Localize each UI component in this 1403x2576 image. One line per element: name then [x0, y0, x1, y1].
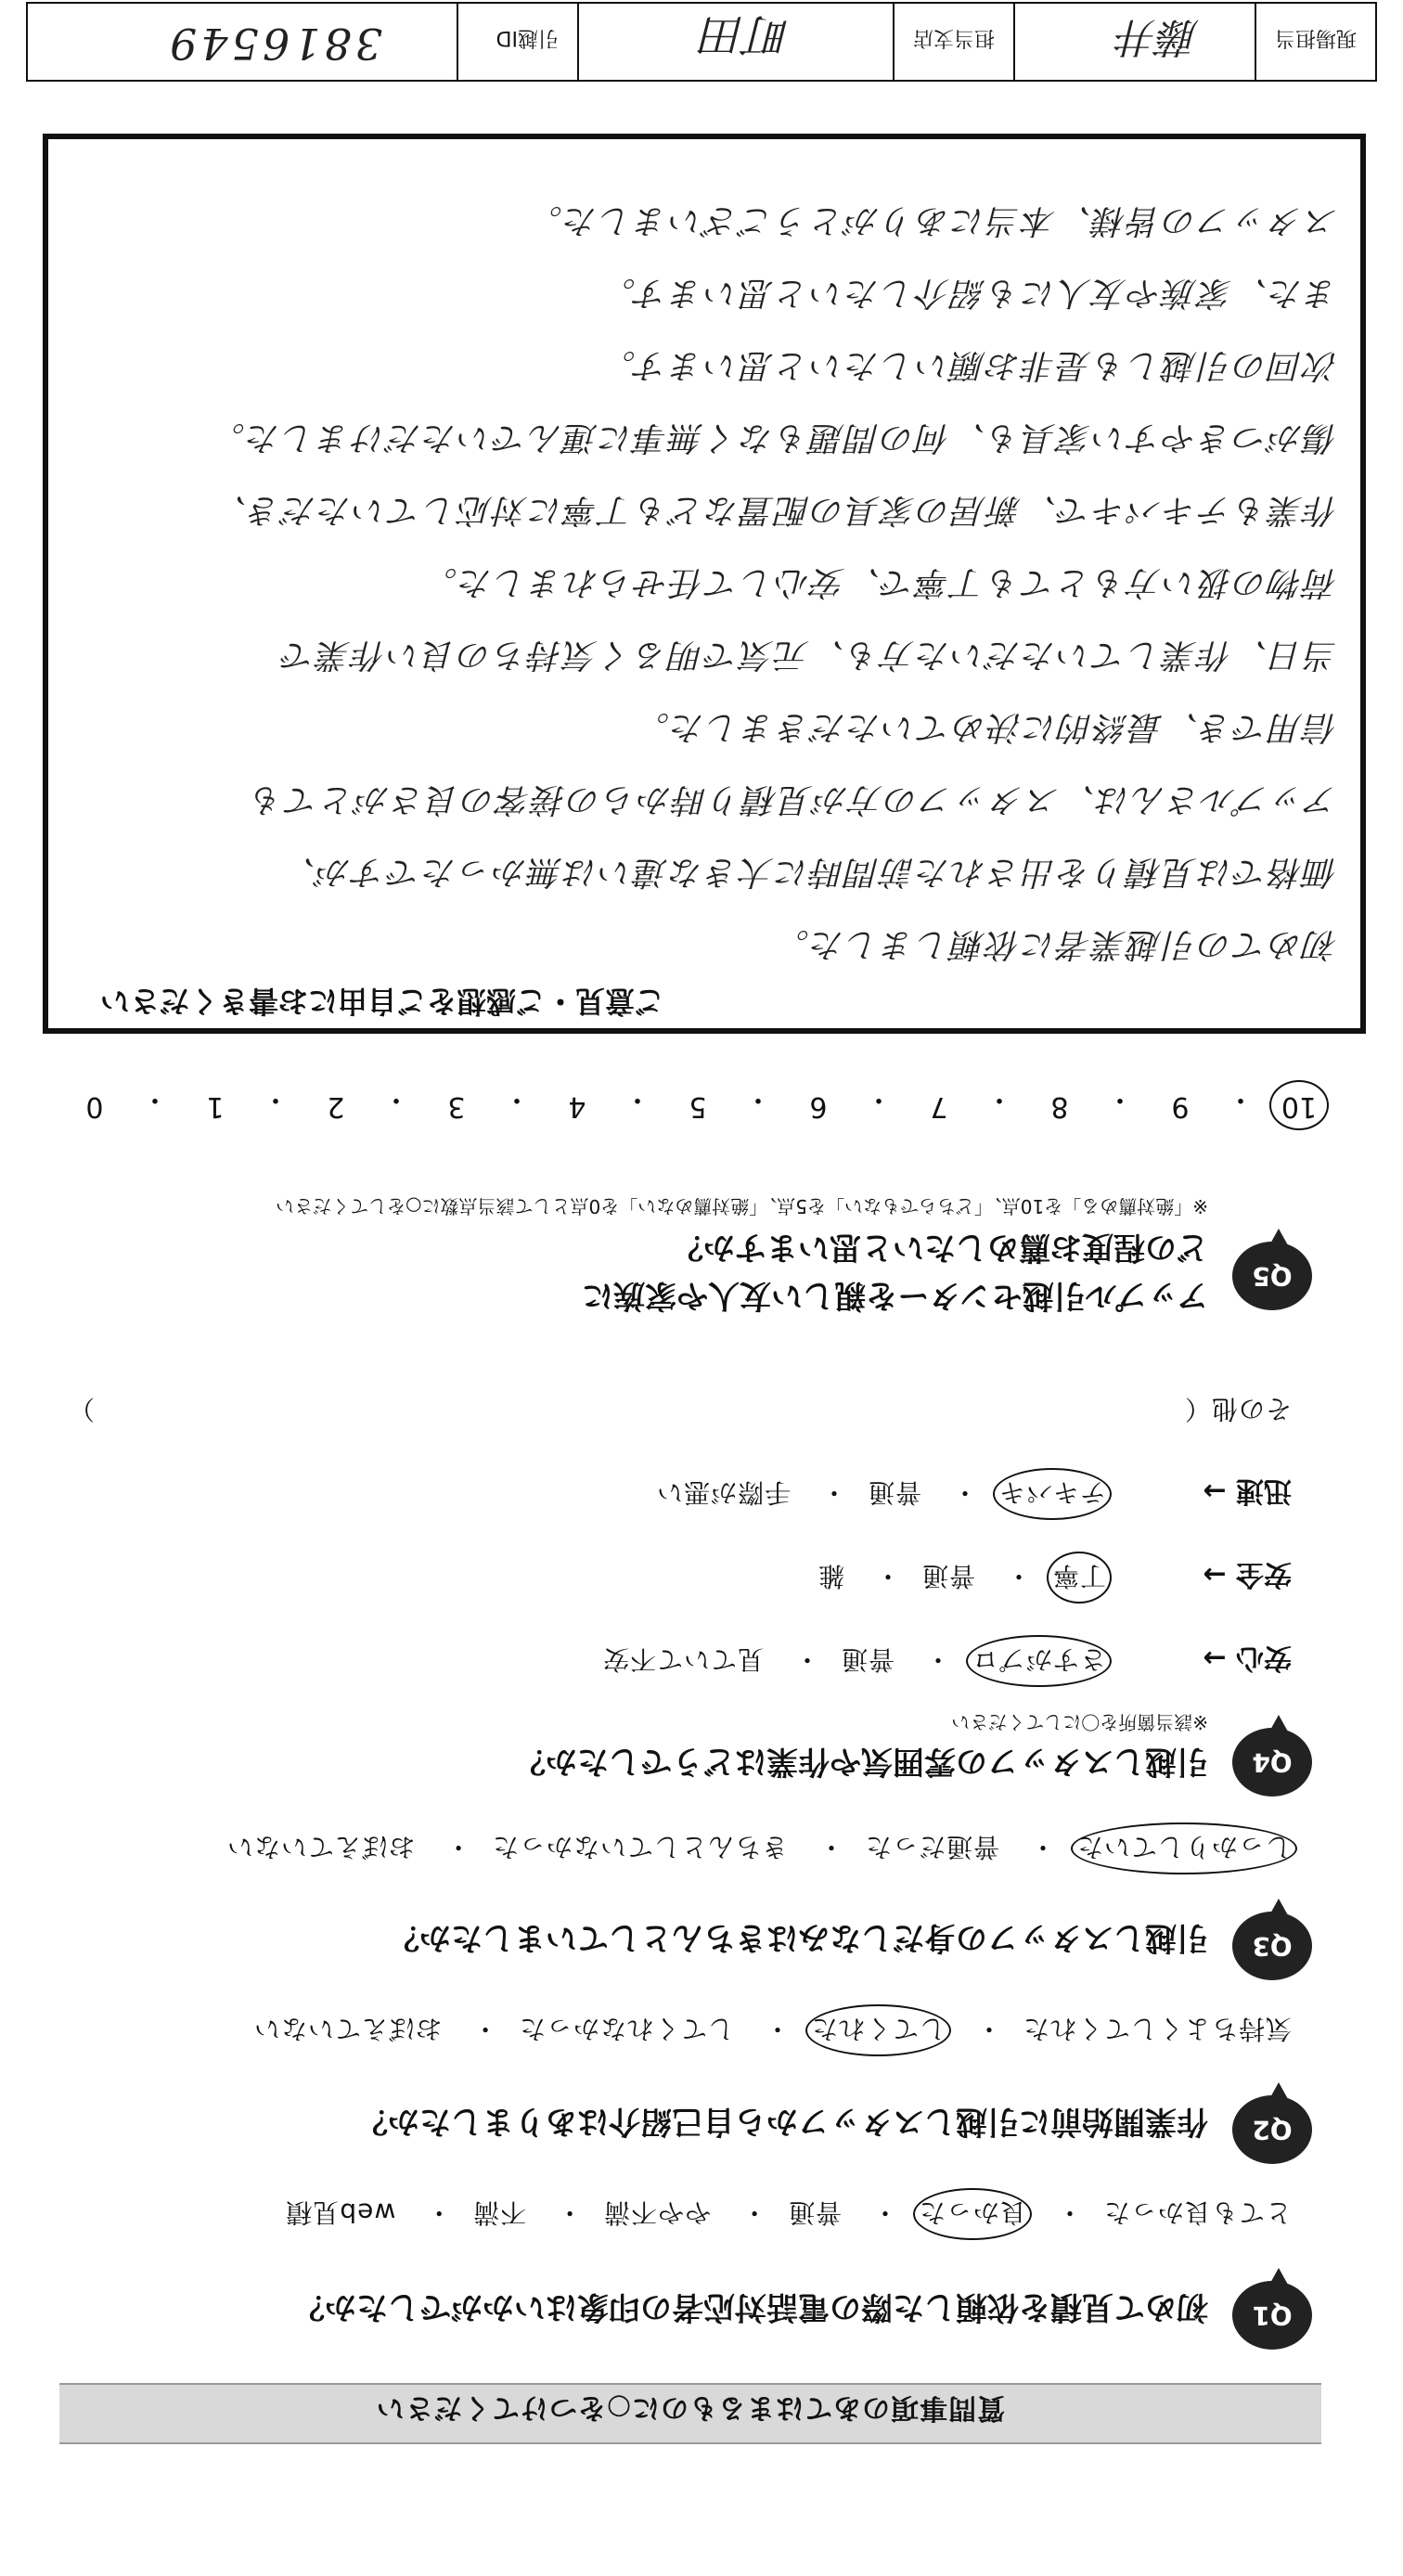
q4-option[interactable]: 見ていて不安: [602, 1644, 765, 1675]
comment-line: 荷物の扱い方もとても丁寧で、安心して任せられました。: [421, 563, 1338, 601]
q4-option-selected[interactable]: テキパキ: [993, 1468, 1112, 1520]
id-value-cell: [28, 4, 457, 80]
q4-other-label: その他（: [1183, 1394, 1292, 1424]
q1-option[interactable]: とても良かった: [1102, 2197, 1292, 2228]
q4-row-jinsoku: テキパキ・ 普通・ 手際が悪い: [656, 1475, 1106, 1513]
id-label-cell: 現場担当: [1255, 4, 1375, 80]
comment-line: 初めての引越業者に依頼しました。: [773, 925, 1338, 963]
q3-option[interactable]: おぼえていない: [226, 1832, 416, 1862]
q1-option[interactable]: 普通: [788, 2197, 843, 2228]
q5-score-selected[interactable]: 10: [1269, 1080, 1329, 1130]
q1-option-selected[interactable]: 良かった: [913, 2188, 1032, 2240]
q4-option[interactable]: 手際が悪い: [656, 1477, 792, 1508]
q4-other-close: ）: [67, 1394, 95, 1424]
q5-scale: [85, 1067, 1318, 1123]
q5-score-option[interactable]: 0: [85, 1090, 104, 1123]
q2-option[interactable]: おぼえていない: [253, 2014, 443, 2044]
q2-option[interactable]: してくれなかった: [519, 2014, 735, 2044]
q3-badge: Q3: [1232, 1912, 1312, 1980]
q5-note: ※「絶対薦める」を10点、「どちらでもない」を5点、「絶対薦めない」を0点として該当点数に○をしてください: [276, 1195, 1208, 1217]
q4-option[interactable]: 普通: [921, 1561, 976, 1591]
q4-option-selected[interactable]: 丁寧: [1047, 1552, 1112, 1604]
q5-scale-dot: ・: [985, 1083, 1013, 1115]
q4-option[interactable]: 雑: [817, 1561, 845, 1591]
q4-option[interactable]: 普通: [868, 1477, 922, 1508]
q5-score-option[interactable]: 7: [930, 1090, 948, 1123]
q4-note: ※該当箇所を〇にしてください: [951, 1711, 1208, 1733]
q5-score-option[interactable]: 1: [206, 1090, 225, 1123]
q5-question: アップル引越センターを親しい友人や家族に: [582, 1277, 1208, 1314]
q5-scale-dot: ・: [503, 1083, 531, 1115]
q5-scale-dot: ・: [262, 1083, 290, 1115]
id-label-cell: 引越ID: [457, 4, 577, 80]
q4-row-label: 安心 →: [1203, 1642, 1292, 1674]
q5-score-option[interactable]: 4: [568, 1090, 586, 1123]
q2-option[interactable]: 気持ちよくしてくれた: [1022, 2014, 1292, 2044]
q5-score-option[interactable]: 3: [447, 1090, 466, 1123]
q5-score-option[interactable]: 8: [1050, 1090, 1069, 1123]
branch-label-cell: 担当支店: [893, 4, 1013, 80]
q4-question: 引越しスタッフの雰囲気や作業はどうでしたか？: [514, 1743, 1208, 1780]
q2-question: 作業開始前に引越しスタッフから自己紹介はありましたか？: [356, 2103, 1208, 2140]
q4-option-selected[interactable]: さすがプロ: [966, 1635, 1112, 1687]
q4-row-anshin: さすがプロ・ 普通・ 見ていて不安: [602, 1642, 1106, 1680]
q5-scale-dot: ・: [141, 1083, 169, 1115]
id-handwritten: 3816549: [166, 19, 382, 69]
branch-value-cell: [577, 4, 893, 80]
q5-question-line2: どの程度お薦めしたいと思いますか？: [672, 1229, 1208, 1266]
q4-badge: Q4: [1232, 1728, 1312, 1797]
q5-scale-dot: ・: [1106, 1083, 1134, 1115]
q1-badge: Q1: [1232, 2281, 1312, 2350]
staff-value-cell: [1013, 4, 1255, 80]
q3-options: しっかりしていた・ 普通だった・ きちんとしていなかった・ おぼえていない: [226, 1830, 1292, 1867]
q1-option[interactable]: web見積: [285, 2197, 396, 2228]
q2-options: 気持ちよくしてくれた・ してくれた・ してくれなかった・ おぼえていない: [253, 2012, 1292, 2049]
q1-question: 初めて見積を依頼した際の電話対応者の印象はいかがでしたか？: [293, 2288, 1208, 2325]
q5-scale-dot: ・: [382, 1083, 410, 1115]
q3-option[interactable]: きちんとしていなかった: [492, 1832, 789, 1862]
q1-option[interactable]: やや不満: [603, 2197, 712, 2228]
q5-scale-dot: ・: [744, 1083, 772, 1115]
q5-score-option[interactable]: 6: [809, 1090, 828, 1123]
comment-line: 次回の引越しも是非お願いしたいと思います。: [599, 346, 1338, 384]
q1-option[interactable]: 不満: [472, 2197, 527, 2228]
comment-line: スタッフの皆様、本当にありがとうございました。: [526, 201, 1338, 239]
comment-line: 傷がつきやすい家具も、何の問題もなく無事に運んでいただけました。: [209, 419, 1338, 457]
q5-badge: Q5: [1232, 1242, 1312, 1310]
q4-row-anzen: 丁寧・ 普通・ 雑: [817, 1559, 1106, 1596]
comment-title: ご意見・ご感想をご自由にお書きください: [99, 984, 664, 1019]
q2-option-selected[interactable]: してくれた: [805, 2004, 951, 2056]
q5-scale-dot: ・: [624, 1083, 651, 1115]
q4-row-label: 安全 →: [1203, 1558, 1292, 1591]
q5-scale-dot: ・: [865, 1083, 893, 1115]
q5-score-option[interactable]: 9: [1171, 1090, 1190, 1123]
q3-question: 引越しスタッフの身だしなみはきちんとしていましたか？: [388, 1919, 1208, 1956]
comment-line: 作業もテキパキで、新居の家具の配置なども丁寧に対応していただき、: [212, 491, 1338, 529]
staff-signature: 藤井: [1117, 13, 1199, 60]
comment-line: 価格では見積りを出された訪問時に大きな違いは無かったですが、: [279, 853, 1338, 891]
q4-row-label: 迅速 →: [1203, 1475, 1292, 1507]
q3-option[interactable]: 普通だった: [865, 1832, 1000, 1862]
q1-options: とても良かった・ 良かった・ 普通・ やや不満・ 不満・ web見積: [285, 2196, 1292, 2233]
comment-line: 信用でき、最終的に決めていただきました。: [634, 708, 1338, 746]
q5-scale-dot: ・: [1227, 1083, 1255, 1115]
branch-handwritten: 町田: [701, 8, 791, 60]
q3-option-selected[interactable]: しっかりしていた: [1071, 1823, 1297, 1874]
comment-line: アップルさんは、スタッフの方が見積り時からの接客の良さがとても: [248, 780, 1338, 818]
q4-option[interactable]: 普通: [841, 1644, 895, 1675]
comment-line: また、家族や友人にも紹介したいと思います。: [599, 274, 1338, 312]
instruction-text: 質問事項のあてはまるものに○をつけてください: [375, 2391, 1006, 2424]
comment-line: 当日、作業していただいた方も、元気で明るく気持ちの良い作業で: [279, 636, 1338, 674]
id-table: [26, 2, 1377, 82]
instruction-banner: [59, 2383, 1321, 2444]
q2-badge: Q2: [1232, 2095, 1312, 2164]
q5-score-option[interactable]: 5: [689, 1090, 707, 1123]
q5-score-option[interactable]: 2: [327, 1090, 345, 1123]
